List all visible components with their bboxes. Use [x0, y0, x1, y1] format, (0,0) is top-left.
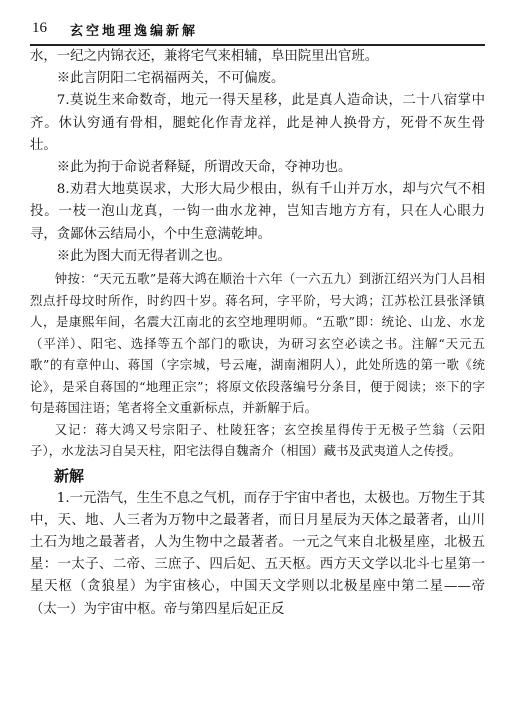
annotation-7: ※此为拘于命说者释疑，所谓改天命，夺神功也。	[56, 160, 352, 176]
page-number: 16	[32, 20, 47, 36]
annotation-8: ※此为图大而无得者训之也。	[56, 248, 231, 264]
author-note: 钟按：“天元五歌”是蒋大鸿在顺治十六年（一六五九）到浙江绍兴为门人吕相烈点扦母坟时所作，时约四十岁。蒋名珂，字平阶，号大鸿；江苏松江县张泽镇人，是康熙年间，名震大江南北的玄空地理明师。“五歌”即：统论、山龙、水龙（平洋）、阳宅、选择等五个部门的歌诀，为研习玄空必读之书。注解“天元五歌”的有章仲山、蒋国（字宗城，号云庵，湖南湘阴人），此处所选的第一歌《统论》，是采自蒋国的“地理正宗”；将原文依段落编号分条目，便于阅读；※下的字句是蒋国注语；笔者将全文重新标点，并新解于后。	[30, 271, 485, 416]
paragraph-verse-8: 8.劝君大地莫误求，大形大局少根由，纵有千山并万水，却与穴气不相投。一枝一泡山龙真，一钩一曲水龙神，岂知吉地方方有，只在人心眼力寻，贪鄙休云结局小，个中生意满乾坤。	[30, 182, 485, 242]
annotation-6: ※此言阴阳二宅祸福两关，不可偏废。	[56, 71, 285, 87]
page-content	[30, 46, 485, 621]
paragraph-new-explanation-1: 1.一元浩气，生生不息之气机，而存于宇宙中者也，太极也。万物生于其中，天、地、人三者为万物中之最著者，而日月星辰为天体之最著者，山川土石为地之最著者，人为生物中之最著者。一元之气来自北极星座，北极五星：一太子、二帝、三庶子、四后妃、五天枢。西方天文学以北斗七星第一星天枢（贪狼星）为宇宙核心，中国天文学则以北极星座中第二星——帝（太一）为宇宙中枢。帝与第四星后妃正反	[30, 490, 485, 617]
book-title: 玄空地理逸编新解	[70, 24, 199, 39]
additional-note: 又记：蒋大鸿又号宗阳子、杜陵狂客；玄空挨星得传于无极子竺翁（云阳子），水龙法习自吴天柱，阳宅法得自魏斋介（相国）藏书及武夷道人之传授。	[30, 421, 485, 459]
paragraph-verse-7: 7.莫说生来命数奇，地元一得天星移，此是真人造命诀，二十八宿掌中齐。休认穷通有骨相，腿蛇化作青龙祥，此是神人换骨方，死骨不灰生骨壮。	[30, 93, 485, 153]
paragraph-verse-6-end: 水，一纪之内锦衣还，兼将宅气来相辅，阜田院里出官班。	[30, 49, 379, 64]
section-heading: 新解	[54, 466, 85, 485]
page-header	[30, 10, 485, 44]
